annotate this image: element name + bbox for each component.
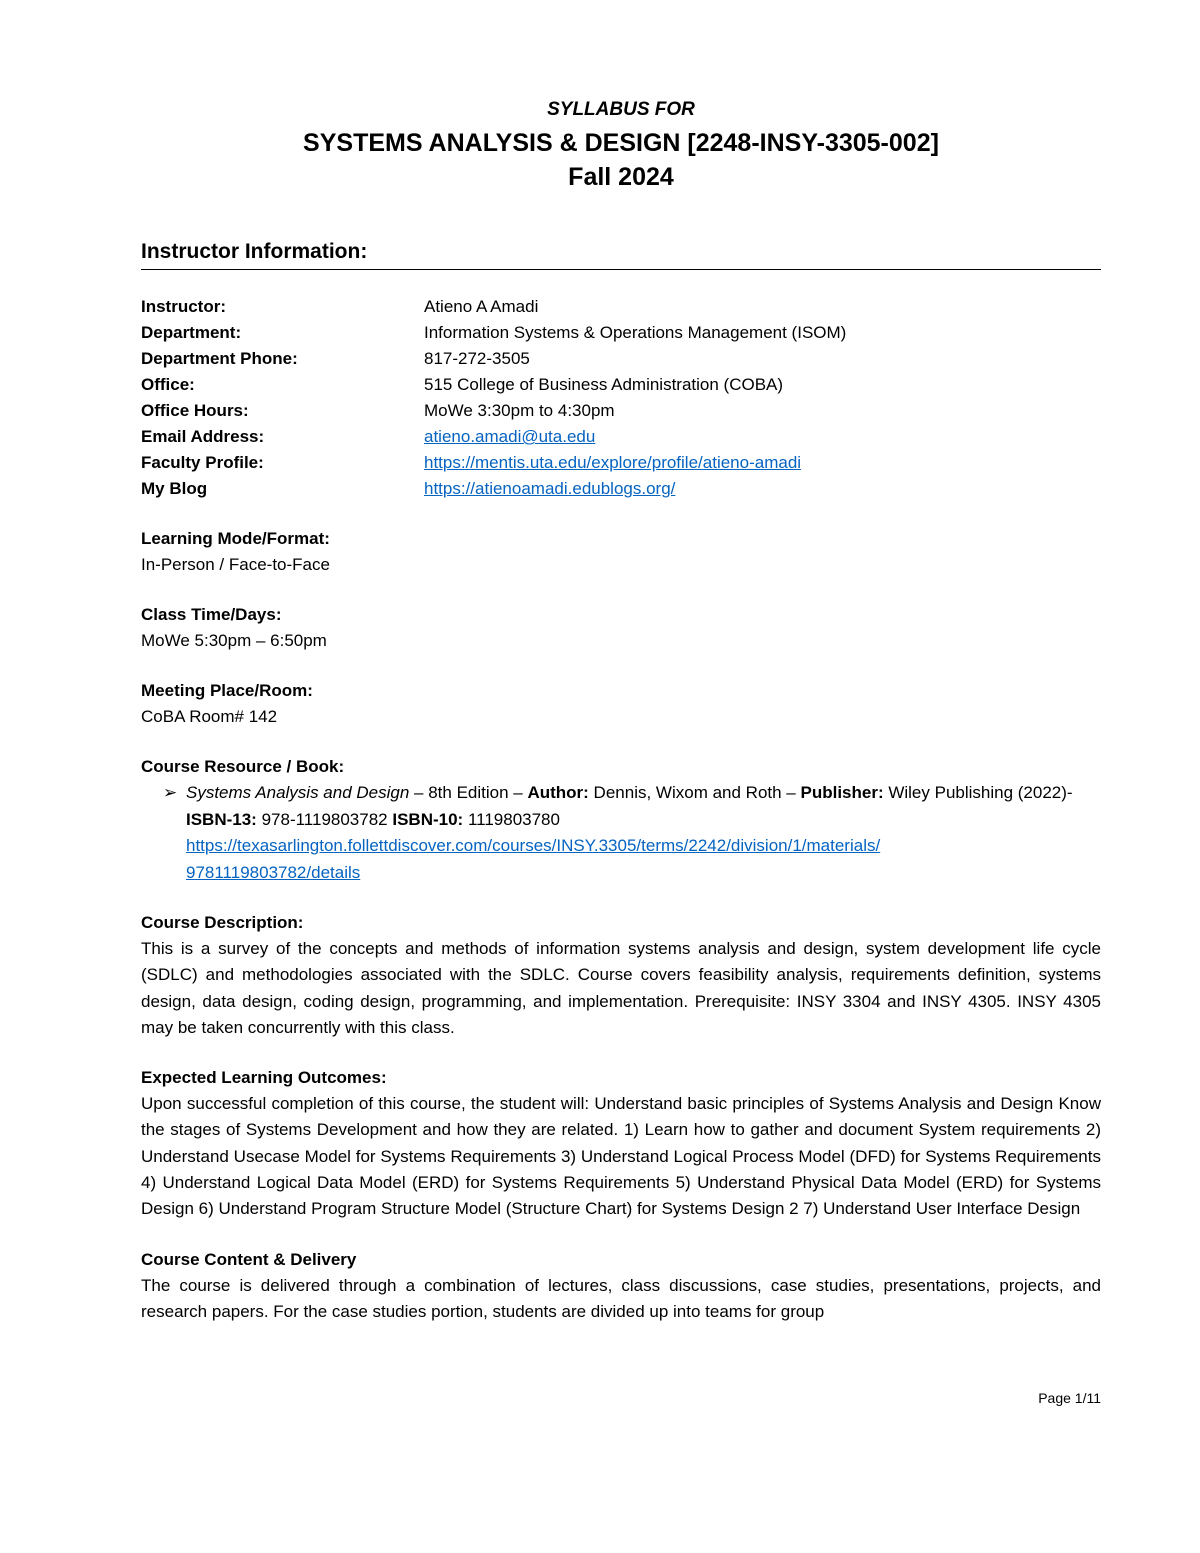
book-bullet xyxy=(141,780,1101,886)
author-label: Author: xyxy=(527,783,589,802)
page-content xyxy=(141,98,1101,1325)
info-value: Atieno A Amadi xyxy=(424,297,539,316)
syllabus-for-label: SYLLABUS FOR xyxy=(547,99,695,120)
course-title: SYSTEMS ANALYSIS & DESIGN [2248-INSY-3305-002] xyxy=(303,129,939,157)
instructor-info-table xyxy=(141,294,1101,502)
book-title: Systems Analysis and Design xyxy=(186,783,410,802)
book-edition: – 8th Edition – xyxy=(409,783,528,802)
info-row-department-phone xyxy=(141,346,1101,372)
course-description-heading: Course Description: xyxy=(141,913,304,932)
faculty-profile-link[interactable]: https://mentis.uta.edu/explore/profile/atieno-amadi xyxy=(424,453,802,472)
instructor-info-heading: Instructor Information: xyxy=(141,238,1101,270)
book-details xyxy=(186,780,1101,886)
info-row-email xyxy=(141,424,1101,450)
book-store-link[interactable] xyxy=(186,836,880,882)
isbn10-label: ISBN-10: xyxy=(392,809,464,829)
info-value: 817-272-3505 xyxy=(424,349,530,368)
info-row-instructor xyxy=(141,294,1101,320)
meeting-place-section xyxy=(141,678,1101,730)
course-resource-heading: Course Resource / Book: xyxy=(141,757,345,776)
meeting-place-heading: Meeting Place/Room: xyxy=(141,681,313,700)
content-delivery-text: The course is delivered through a combination of lectures, class discussions, case studies, presentations, projects, and research papers. For the case studies portion, students are divided up into teams for group xyxy=(141,1275,1101,1321)
info-label: My Blog xyxy=(141,479,208,498)
page-number: Page 1/11 xyxy=(1038,1390,1101,1406)
learning-outcomes-text: Upon successful completion of this course, the student will: Understand basic principles of Systems Analysis and Design Know the stages of Systems Development and how they are related. 1) Learn how to gather and document System requirements 2) Understand Usecase Model for Systems Requirements 3) Understand Logical Process Model (DFD) for Systems Requirements 4) Understand Logical Data Model (ERD) for Systems Requirements 5) Understand Physical Data Model (ERD) for Systems Design 6) Understand Program Structure Model (Structure Chart) for Systems Design 2 7) Understand User Interface Design xyxy=(141,1094,1101,1219)
course-description-section xyxy=(141,910,1101,1041)
info-row-faculty-profile xyxy=(141,450,1101,476)
isbn10-value: 1119803780 xyxy=(463,809,560,829)
info-label: Office Hours: xyxy=(141,401,249,420)
course-term: Fall 2024 xyxy=(568,163,674,191)
email-link[interactable]: atieno.amadi@uta.edu xyxy=(424,427,596,446)
info-row-department xyxy=(141,320,1101,346)
isbn13-value: 978-1119803782 xyxy=(256,809,393,829)
book-publisher: Wiley Publishing (2022)- xyxy=(883,783,1073,802)
info-label: Instructor: xyxy=(141,297,226,316)
book-link-line2: 9781119803782/details xyxy=(186,862,361,882)
info-row-office xyxy=(141,372,1101,398)
learning-mode-heading: Learning Mode/Format: xyxy=(141,529,330,548)
learning-outcomes-section xyxy=(141,1065,1101,1222)
info-label: Office: xyxy=(141,375,195,394)
learning-mode-text: In-Person / Face-to-Face xyxy=(141,555,330,574)
info-row-office-hours xyxy=(141,398,1101,424)
course-resource-section xyxy=(141,754,1101,886)
isbn13-label: ISBN-13: xyxy=(186,809,257,829)
info-label: Department Phone: xyxy=(141,349,298,368)
content-delivery-section xyxy=(141,1247,1101,1326)
info-label: Faculty Profile: xyxy=(141,453,264,472)
learning-mode-section xyxy=(141,526,1101,578)
content-delivery-heading: Course Content & Delivery xyxy=(141,1249,357,1269)
info-value: Information Systems & Operations Management (ISOM) xyxy=(424,323,847,342)
blog-link[interactable]: https://atienoamadi.edublogs.org/ xyxy=(424,479,676,498)
book-link-line1: https://texasarlington.follettdiscover.com/courses/INSY.3305/terms/2242/division/1/materials/ xyxy=(186,836,881,855)
course-description-text: This is a survey of the concepts and methods of information systems analysis and design, system development life cycle (SDLC) and methodologies associated with the SDLC. Course covers feasibility analysis, requirements definition, systems design, data design, coding design, programming, and implementation. Prerequisite: INSY 3304 and INSY 4305. INSY 4305 may be taken concurrently with this class. xyxy=(141,939,1101,1037)
info-value: MoWe 3:30pm to 4:30pm xyxy=(424,401,615,420)
class-time-section xyxy=(141,602,1101,654)
info-row-blog xyxy=(141,476,1101,502)
class-time-text: MoWe 5:30pm – 6:50pm xyxy=(141,631,327,650)
info-label: Department: xyxy=(141,323,242,342)
info-label: Email Address: xyxy=(141,427,265,446)
meeting-place-text: CoBA Room# 142 xyxy=(141,707,278,726)
class-time-heading: Class Time/Days: xyxy=(141,605,282,624)
book-authors: Dennis, Wixom and Roth – xyxy=(588,783,801,802)
info-value: 515 College of Business Administration (COBA) xyxy=(424,375,784,394)
learning-outcomes-heading: Expected Learning Outcomes: xyxy=(141,1068,387,1088)
arrow-bullet-icon: ➢ xyxy=(163,783,178,802)
publisher-label: Publisher: xyxy=(800,783,884,802)
